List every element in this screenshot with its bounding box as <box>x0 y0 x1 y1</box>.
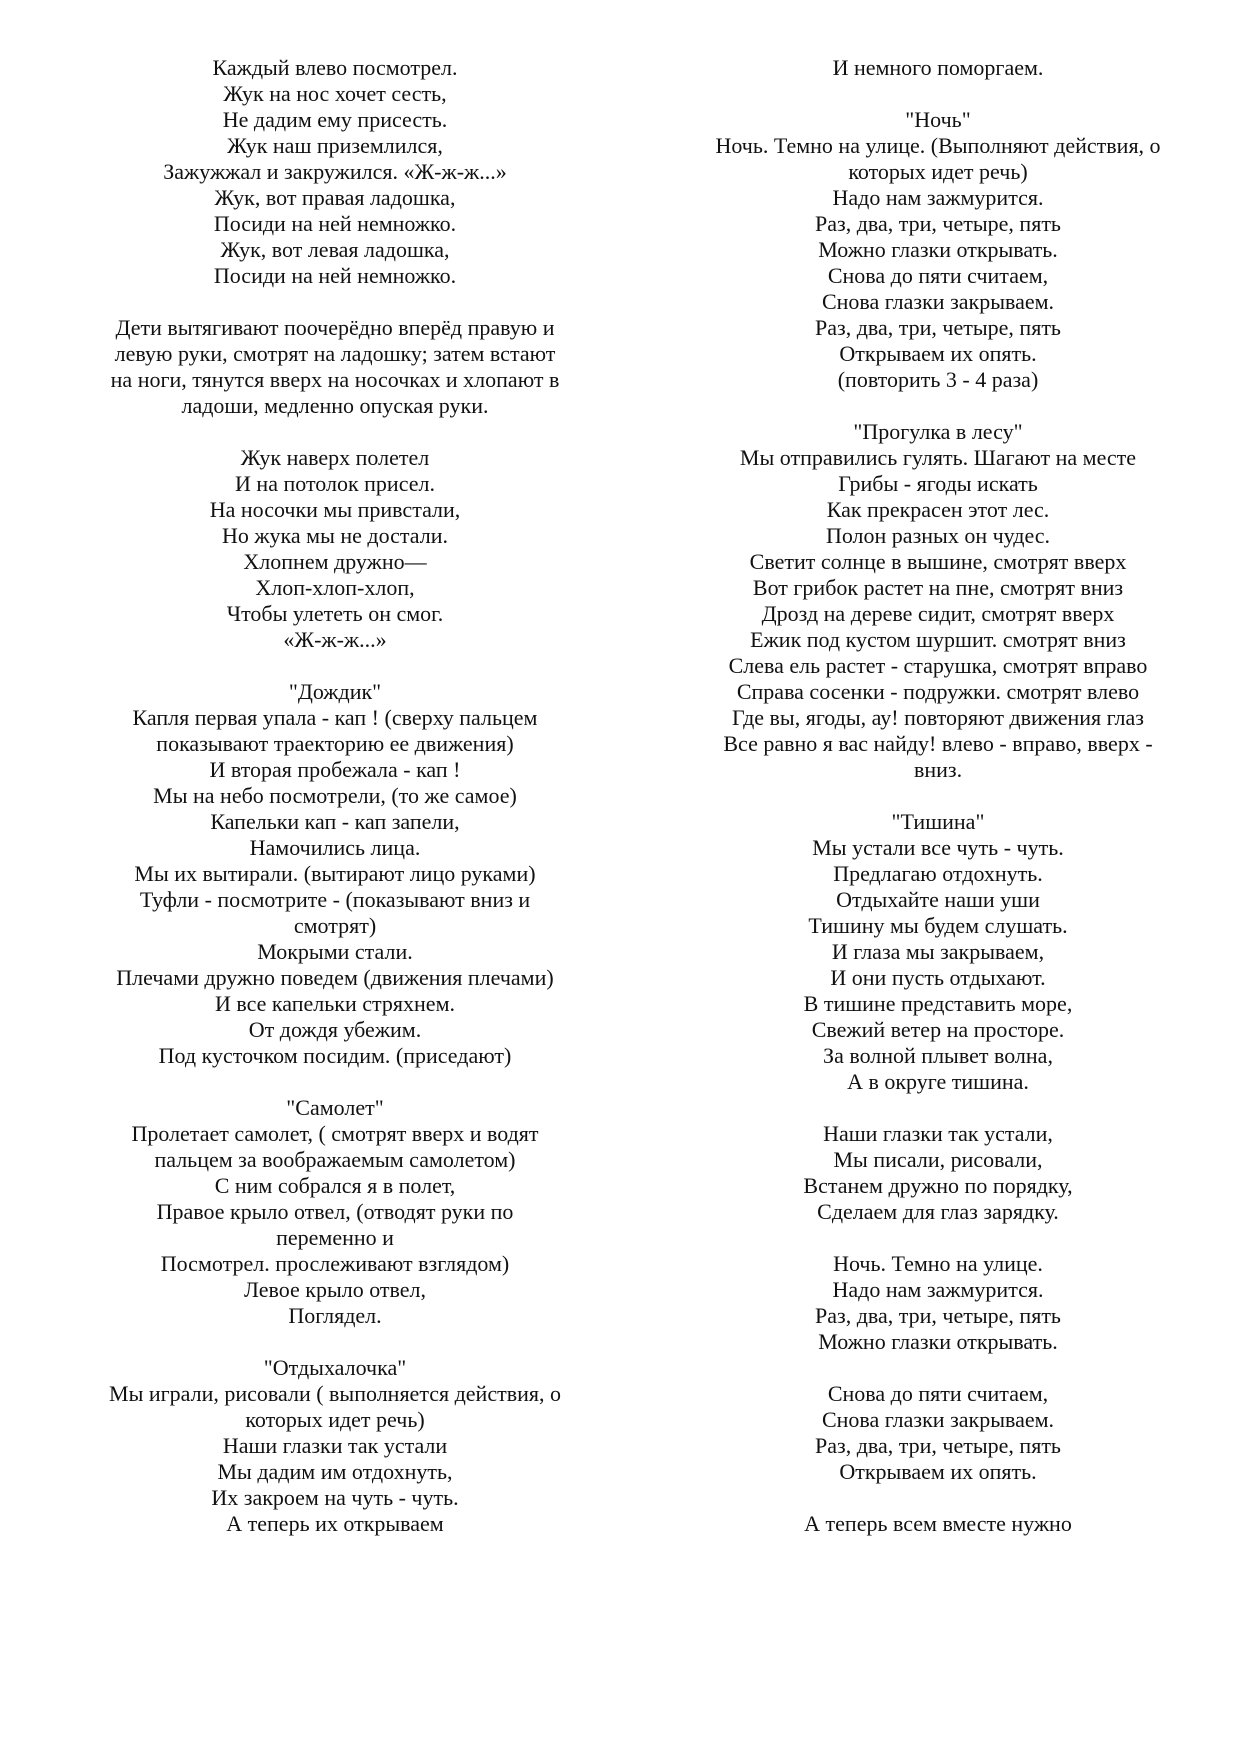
text-line: Мы играли, рисовали ( выполняется действия, о <box>109 1381 561 1406</box>
rhyme-title: "Отдыхалочка" <box>263 1355 407 1380</box>
rhyme-block-titled <box>70 679 600 1069</box>
text-line: Снова глазки закрываем. <box>821 289 1055 314</box>
rhyme-title: "Тишина" <box>891 809 985 834</box>
text-line: А теперь их открываем <box>226 1511 444 1536</box>
text-line: От дождя убежим. <box>248 1017 422 1042</box>
text-line: Под кусточком посидим. (приседают) <box>158 1043 512 1068</box>
text-line: И они пусть отдыхают. <box>830 965 1046 990</box>
text-line: Мы писали, рисовали, <box>833 1147 1043 1172</box>
text-line: Каждый влево посмотрел. <box>212 55 458 80</box>
rhyme-block-titled <box>673 809 1203 1095</box>
rhyme-title: "Ночь" <box>905 107 971 132</box>
text-line: Наши глазки так устали, <box>823 1121 1053 1146</box>
text-line: Наши глазки так устали <box>222 1433 448 1458</box>
rhyme-block-titled <box>673 107 1203 393</box>
text-line: А теперь всем вместе нужно <box>804 1511 1072 1536</box>
right-text-column <box>673 55 1203 1537</box>
text-line: Хлоп-хлоп-хлоп, <box>255 575 415 600</box>
text-line: Раз, два, три, четыре, пять <box>815 1433 1061 1458</box>
text-line: Мокрыми стали. <box>257 939 413 964</box>
text-line: которых идет речь) <box>848 159 1028 184</box>
text-line: И все капельки стряхнем. <box>214 991 455 1016</box>
text-line: на ноги, тянутся вверх на носочках и хлопают в <box>110 367 560 392</box>
text-line: Не дадим ему присесть. <box>222 107 448 132</box>
text-line: Можно глазки открывать. <box>818 1329 1058 1354</box>
text-line: Ежик под кустом шуршит. смотрят вниз <box>750 627 1126 652</box>
text-line: Дети вытягивают поочерёдно вперёд правую и <box>115 315 555 340</box>
text-line: Дрозд на дереве сидит, смотрят вверх <box>761 601 1115 626</box>
text-line: Хлопнем дружно— <box>243 549 427 574</box>
text-line: Снова до пяти считаем, <box>827 263 1049 288</box>
rhyme-block-titled <box>673 419 1203 783</box>
text-line: Все равно я вас найду! влево - вправо, вверх - <box>723 731 1153 756</box>
text-line: Ночь. Темно на улице. (Выполняют действия, о <box>715 133 1161 158</box>
text-line: Раз, два, три, четыре, пять <box>815 1303 1061 1328</box>
text-line: Светит солнце в вышине, смотрят вверх <box>749 549 1127 574</box>
text-line: Отдыхайте наши уши <box>836 887 1040 912</box>
text-block <box>70 315 600 419</box>
text-line: Мы их вытирали. (вытирают лицо руками) <box>134 861 536 886</box>
rhyme-title: "Дождик" <box>288 679 382 704</box>
text-block <box>673 1251 1203 1355</box>
text-line: Пролетает самолет, ( смотрят вверх и водят <box>131 1121 539 1146</box>
text-line: Встанем дружно по порядку, <box>803 1173 1073 1198</box>
text-line: Мы на небо посмотрели, (то же самое) <box>153 783 517 808</box>
text-line: И глаза мы закрываем, <box>831 939 1045 964</box>
text-line: Туфли - посмотрите - (показывают вниз и <box>139 887 531 912</box>
text-line: пальцем за воображаемым самолетом) <box>154 1147 516 1172</box>
left-text-column <box>70 55 600 1537</box>
text-line: Слева ель растет - старушка, смотрят вправо <box>728 653 1148 678</box>
text-line: Плечами дружно поведем (движения плечами) <box>116 965 554 990</box>
text-line: Можно глазки открывать. <box>818 237 1058 262</box>
text-line: ладоши, медленно опуская руки. <box>181 393 489 418</box>
text-line: Посиди на ней немножко. <box>213 263 457 288</box>
text-line: Сделаем для глаз зарядку. <box>817 1199 1059 1224</box>
text-line: За волной плывет волна, <box>823 1043 1053 1068</box>
text-line: Зажужжал и закружился. «Ж-ж-ж...» <box>163 159 507 184</box>
text-line: И немного поморгаем. <box>832 55 1044 80</box>
text-line: Полон разных он чудес. <box>825 523 1051 548</box>
text-line: Жук на нос хочет сесть, <box>223 81 447 106</box>
text-line: Раз, два, три, четыре, пять <box>815 315 1061 340</box>
text-block <box>70 445 600 653</box>
text-line: Раз, два, три, четыре, пять <box>815 211 1061 236</box>
text-line: Левое крыло отвел, <box>243 1277 427 1302</box>
text-line: С ним собрался я в полет, <box>214 1173 456 1198</box>
text-line: показывают траекторию ее движения) <box>156 731 514 756</box>
text-line: Снова до пяти считаем, <box>827 1381 1049 1406</box>
rhyme-title: "Прогулка в лесу" <box>853 419 1023 444</box>
text-block <box>70 55 600 289</box>
text-line: Капельки кап - кап запели, <box>210 809 460 834</box>
text-line: Чтобы улететь он смог. <box>226 601 444 626</box>
text-line: Надо нам зажмурится. <box>832 1277 1044 1302</box>
text-line: Как прекрасен этот лес. <box>826 497 1050 522</box>
text-line: Жук, вот правая ладошка, <box>214 185 456 210</box>
text-line: Их закроем на чуть - чуть. <box>211 1485 459 1510</box>
text-line: левую руки, смотрят на ладошку; затем встают <box>114 341 556 366</box>
text-line: В тишине представить море, <box>803 991 1073 1016</box>
text-line: Мы устали все чуть - чуть. <box>812 835 1064 860</box>
text-line: Снова глазки закрываем. <box>821 1407 1055 1432</box>
text-line: переменно и <box>276 1225 394 1250</box>
rhyme-title: "Самолет" <box>286 1095 384 1120</box>
text-line: Свежий ветер на просторе. <box>811 1017 1065 1042</box>
text-line: На носочки мы привстали, <box>209 497 461 522</box>
text-line: Правое крыло отвел, (отводят руки по <box>156 1199 514 1224</box>
text-line: (повторить 3 - 4 раза) <box>837 367 1039 392</box>
text-line: Справа сосенки - подружки. смотрят влево <box>736 679 1140 704</box>
text-line: И вторая пробежала - кап ! <box>209 757 461 782</box>
text-line: Предлагаю отдохнуть. <box>833 861 1043 886</box>
text-line: Посиди на ней немножко. <box>213 211 457 236</box>
text-line: Жук, вот левая ладошка, <box>220 237 450 262</box>
text-line: И на потолок присел. <box>235 471 435 496</box>
text-line: Тишину мы будем слушать. <box>808 913 1068 938</box>
text-line: Открываем их опять. <box>839 1459 1037 1484</box>
rhyme-block-titled <box>70 1355 600 1537</box>
text-line: Жук наш приземлился, <box>227 133 443 158</box>
text-line: Намочились лица. <box>249 835 421 860</box>
text-line: Мы отправились гулять. Шагают на месте <box>739 445 1137 470</box>
text-line: смотрят) <box>293 913 377 938</box>
text-line: Мы дадим им отдохнуть, <box>217 1459 453 1484</box>
text-line: Где вы, ягоды, ау! повторяют движения глаз <box>732 705 1144 730</box>
text-line: Посмотрел. прослеживают взглядом) <box>160 1251 510 1276</box>
text-block <box>673 1121 1203 1225</box>
text-block <box>673 1511 1203 1537</box>
text-line: «Ж-ж-ж...» <box>283 627 387 652</box>
text-line: Поглядел. <box>288 1303 382 1328</box>
text-line: Грибы - ягоды искать <box>838 471 1038 496</box>
text-line: Капля первая упала - кап ! (сверху пальцем <box>132 705 538 730</box>
text-line: Жук наверх полетел <box>240 445 430 470</box>
text-line: которых идет речь) <box>245 1407 425 1432</box>
text-line: Ночь. Темно на улице. <box>833 1251 1043 1276</box>
text-line: А в округе тишина. <box>847 1069 1029 1094</box>
text-line: Но жука мы не достали. <box>221 523 449 548</box>
text-line: Вот грибок растет на пне, смотрят вниз <box>752 575 1124 600</box>
text-line: Открываем их опять. <box>839 341 1037 366</box>
text-line: Надо нам зажмурится. <box>832 185 1044 210</box>
text-line: вниз. <box>913 757 963 782</box>
text-block <box>673 1381 1203 1485</box>
rhyme-block-titled <box>70 1095 600 1329</box>
text-block <box>673 55 1203 81</box>
